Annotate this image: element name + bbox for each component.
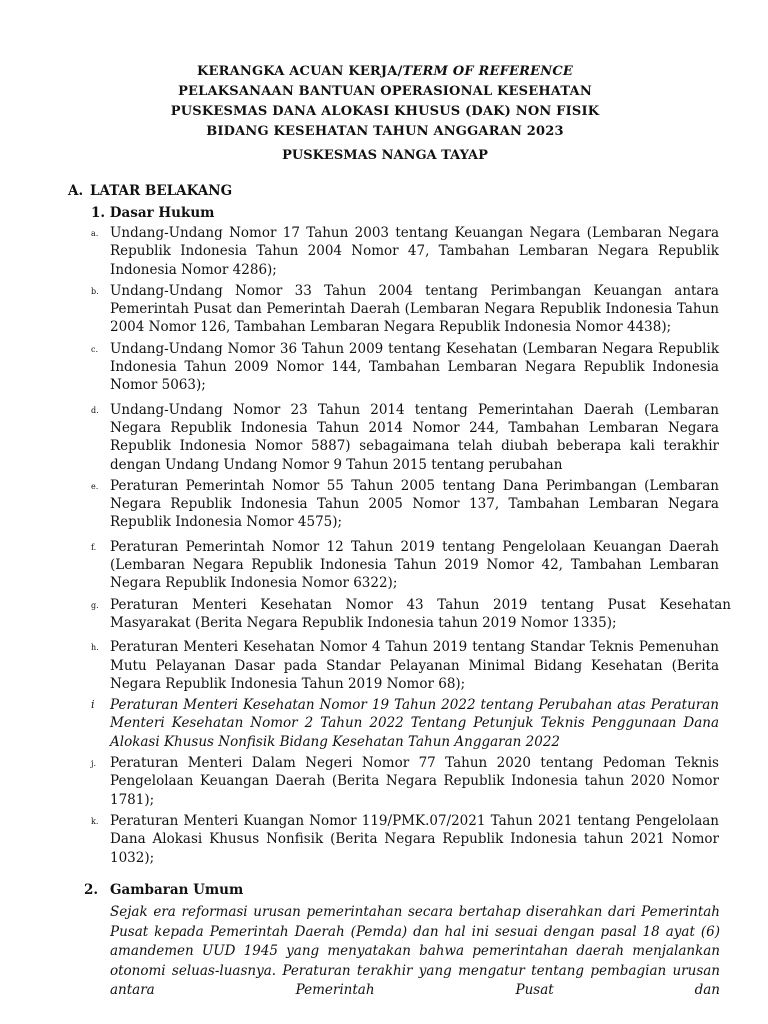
list-item-text: Undang-Undang Nomor 33 Tahun 2004 tentang Perimbangan Keuangan antara Pemerintah Pusat dan Pemerintah Daerah (Lembaran Negara Republik Indonesia Tahun 2004 Nomor 126, Tambahan Lembaran Negara Republik Indonesia Nomor 4438); [110,282,719,336]
list-item-text: Peraturan Menteri Dalam Negeri Nomor 77 Tahun 2020 tentang Pedoman Teknis Pengelolaan Keuangan Daerah (Berita Negara Republik Indonesia tahun 2020 Nomor 1781); [110,755,719,808]
title-line-2: PELAKSANAAN BANTUAN OPERASIONAL KESEHATAN [178,84,592,99]
list-item-text: Peraturan Menteri Kesehatan Nomor 43 Tahun 2019 tentang Pusat Kesehatan Masyarakat (Berita Negara Republik Indonesia tahun 2019 Nomor 1335); [110,596,731,631]
list-item-text: Peraturan Menteri Kesehatan Nomor 19 Tahun 2022 tentang Perubahan atas Peraturan Menteri Kesehatan Nomor 2 Tahun 2022 Tentang Petunjuk Teknis Penggunaan Dana Alokasi Khusus Nonfisik Bidang Kesehatan Tahun Anggaran 2022 [110,697,719,750]
list-item-text: Peraturan Menteri Kuangan Nomor 119/PMK.07/2021 Tahun 2021 tentang Pengelolaan Dana Alokasi Khusus Nonfisik (Berita Negara Republik Indonesia tahun 2021 Nomor 1032); [110,812,719,866]
list-item [91,538,731,593]
title-line-1 [90,62,680,82]
subsection-1-heading: 1. Dasar Hukum [91,205,215,221]
section-a-title: LATAR BELAKANG [90,183,233,199]
list-marker: k. [91,816,99,826]
subsection-2-number: 2. [84,882,99,898]
list-item [91,401,731,474]
list-item [91,638,731,693]
title-line-3: PUSKESMAS DANA ALOKASI KHUSUS (DAK) NON FISIK [170,104,600,119]
title-line-4: BIDANG KESEHATAN TAHUN ANGGARAN 2023 [206,124,564,139]
list-item-text: Peraturan Pemerintah Nomor 55 Tahun 2005 tentang Dana Perimbangan (Lembaran Negara Republik Indonesia Tahun 2005 Nomor 137, Tambahan Lembaran Negara Republik Indonesia Nomor 4575); [110,477,719,531]
list-item-text: Undang-Undang Nomor 36 Tahun 2009 tentang Kesehatan (Lembaran Negara Republik Indonesia Tahun 2009 Nomor 144, Tambahan Lembaran Negara Republik Indonesia Nomor 5063); [110,340,719,394]
list-marker: h. [91,643,99,653]
list-item [91,282,731,337]
legal-basis-list [91,224,731,867]
list-marker: c. [91,344,99,354]
list-marker: a. [91,229,99,238]
subsection-2-title: Gambaran Umum [110,882,244,898]
list-item [91,224,731,279]
list-item-text: Peraturan Menteri Kesehatan Nomor 4 Tahun 2019 tentang Standar Teknis Pemenuhan Mutu Pelayanan Dasar pada Standar Pelayanan Minimal Bidang Kesehatan (Berita Negara Republik Indonesia Tahun 2019 Nomor 68); [110,639,719,692]
list-item [91,812,731,867]
title-main-text: KERANGKA ACUAN KERJA/ [196,64,403,79]
list-marker: i [91,698,95,712]
list-marker: b. [91,286,99,296]
document-subtitle: PUSKESMAS NANGA TAYAP [282,148,488,163]
list-item [91,596,731,633]
list-marker: f. [91,542,97,552]
list-marker: e. [91,481,99,491]
subsection-2-heading [84,880,243,900]
list-item-text: Undang-Undang Nomor 23 Tahun 2014 tentang Pemerintahan Daerah (Lembaran Negara Republik Indonesia Tahun 2014 Nomor 244, Tambahan Lembaran Negara Republik Indonesia Nomor 5887) sebagaimana telah diubah beberapa kali terakhir dengan Undang Undang Nomor 9 Tahun 2015 tentang perubahan [110,401,719,473]
title-italic-text: TERM OF REFERENCE [402,64,573,79]
list-marker: j. [91,759,97,769]
list-item-text: Peraturan Pemerintah Nomor 12 Tahun 2019 tentang Pengelolaan Keuangan Daerah (Lembaran Negara Republik Indonesia Tahun 2019 Nomor 42, Tambahan Lembaran Negara Republik Indonesia Nomor 6322); [110,538,719,592]
section-a-heading [68,181,232,201]
overview-paragraph: Sejak era reformasi urusan pemerintahan secara bertahap diserahkan dari Pemerintah Pusat kepada Pemerintah Daerah (Pemda) dan hal ini sesuai dengan pasal 18 ayat (6) amandemen UUD 1945 yang menyatakan bahwa pemerintahan daerah menjalankan otonomi seluas-luasnya. Peraturan terakhir yang mengatur tentang pembagian urusan antara Pemerintah Pusat dan [110,904,720,998]
section-a-number: A. [68,183,84,199]
list-marker: d. [91,405,99,415]
list-item [91,754,731,809]
list-item [91,696,731,751]
list-marker: g. [91,600,99,610]
document-title [90,62,680,142]
list-item [91,477,731,532]
list-item-text: Undang-Undang Nomor 17 Tahun 2003 tentang Keuangan Negara (Lembaran Negara Republik Indonesia Tahun 2004 Nomor 47, Tambahan Lembaran Negara Republik Indonesia Nomor 4286); [110,225,719,278]
list-item [91,340,731,395]
